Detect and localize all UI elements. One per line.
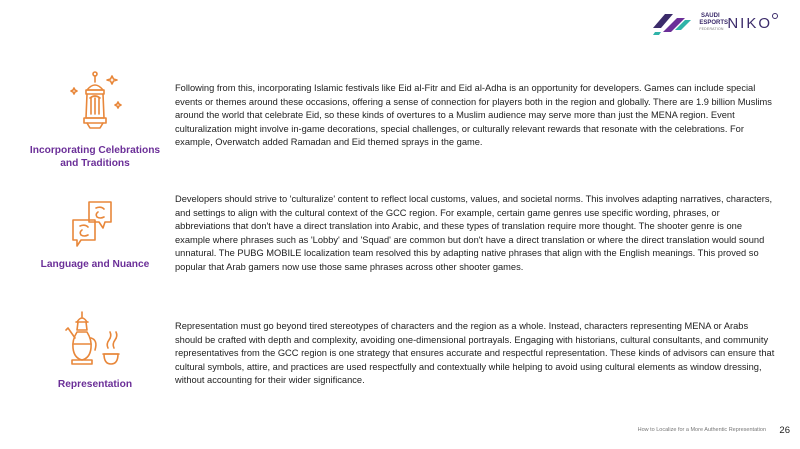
section-title: Representation (57, 379, 133, 390)
section-body: Developers should strive to 'culturalize' content to reflect local customs, values, and societal norms. This involves adapting narratives, characters, and settings to align with the cultural context of the GCC region. For example, certain game genres use specific wording, phrases, or abbreviations that don't have a direct translation into Arabic, and these types of translation require more thought. The shooter genre is one example where phrases such as 'Lobby' and 'Squad' are common but don't have a direct translation or where the direct translation would sound unnatural. The PUBG MOBILE localization team resolved this by adapting native phrases that align with the English meanings. This proved so popular that Arab gamers now use those same phrases across other shooter games. (175, 194, 773, 272)
speech-bubbles-icon (65, 198, 125, 252)
header-logos (651, 10, 772, 36)
niko-logo: NIKO (727, 15, 772, 32)
lantern-icon (60, 68, 130, 138)
dallah-coffee-pot-icon (60, 310, 130, 372)
saudi-esports-federation-logo-mark (651, 10, 693, 36)
page-number: 26 (779, 425, 790, 436)
section-body: Following from this, incorporating Islamic festivals like Eid al-Fitr and Eid al-Adha is an opportunity for developers. Games can include special events or themes around these occasions, offering a sense of connection for players both in the region and globally. There are 1.9 billion Muslims around the world that celebrate Eid, so these kinds of overtures to a Muslim audience may serve more than just the MENA region. Event culturalization might involve in-game decorations, special challenges, or culturally relevant rewards that resonate with the celebrations. For example, Overwatch added Ramadan and Eid themed sprays in the game. (175, 83, 772, 147)
footer-caption: How to Localize for a More Authentic Representation (637, 427, 766, 433)
section-body: Representation must go beyond tired stereotypes of characters and the region as a whole. Instead, characters representing MENA or Arabs should be crafted with depth and complexity, avoiding one-dimensional portrayals. Engaging with historians, cultural consultants, and community representatives from the GCC region is one strategy that ensures accurate and respectful representation. These kinds of advisors can ensure that cultural symbols, attire, and practices are used respectfully and contextually while helping to avoid using cultural elements as window dressing, without accounting for their wider significance. (175, 321, 775, 385)
section-title: Language and Nuance (40, 259, 150, 270)
section-title: Incorporating Celebrations and Traditions (29, 145, 161, 169)
saudi-esports-federation-wordmark: SAUDI ESPORTS FEDERATION (699, 13, 728, 32)
